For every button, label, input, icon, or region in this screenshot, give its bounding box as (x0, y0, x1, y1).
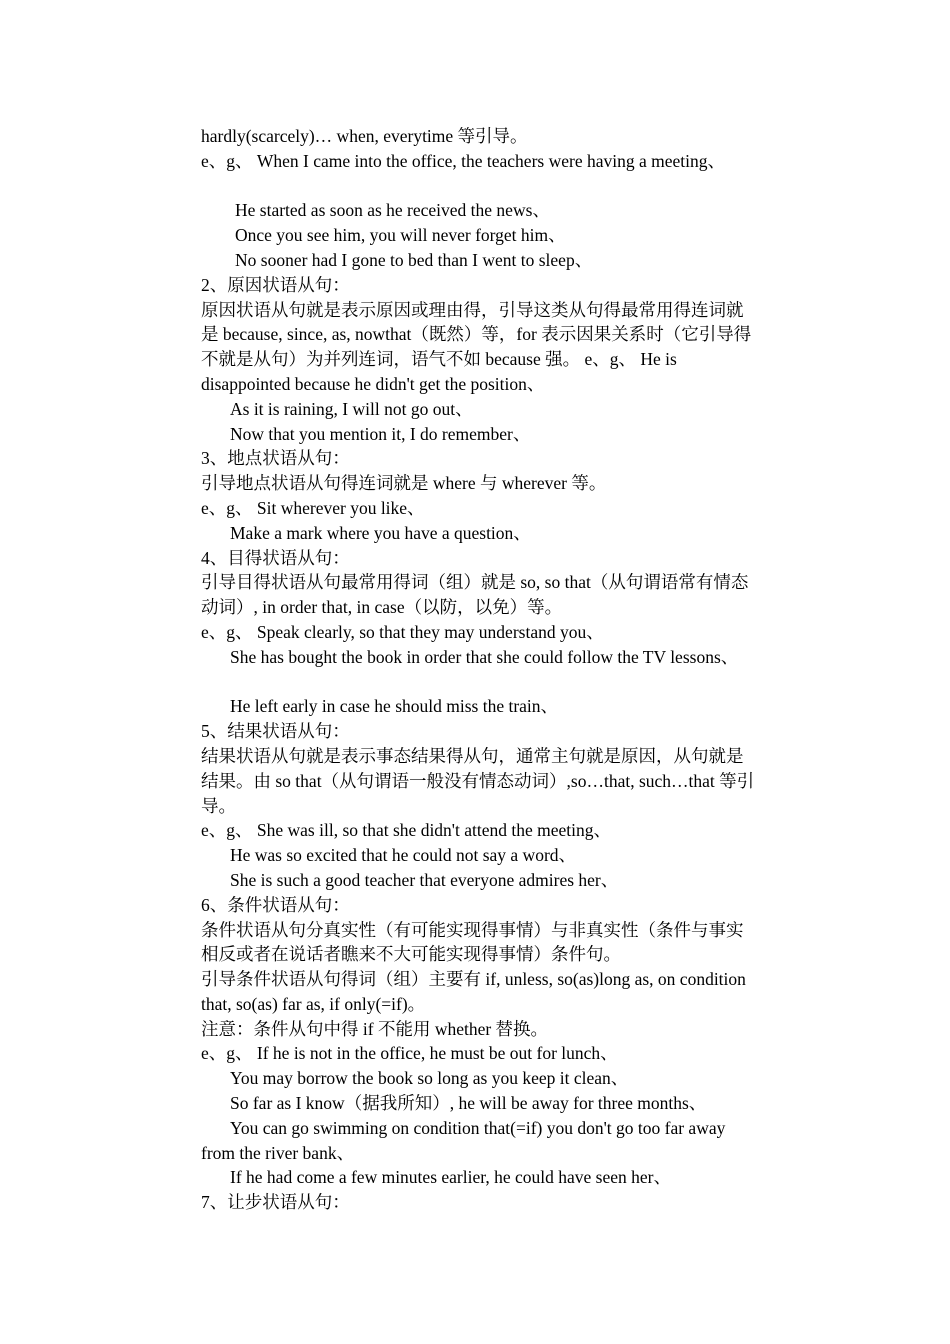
text-line: 引导地点状语从句得连词就是 where 与 wherever 等。 (201, 473, 607, 494)
text-line: 结果状语从句就是表示事态结果得从句，通常主句就是原因，从句就是 (201, 745, 744, 766)
section-heading: 6、条件状语从句： (201, 894, 350, 915)
text-line: that, so(as) far as, if only(=if)。 (201, 993, 426, 1014)
blank-line (201, 174, 811, 199)
example-line: from the river bank、 (201, 1142, 355, 1163)
example-line: He left early in case he should miss the train、 (230, 696, 559, 717)
note-line: 注意：条件从句中得 if 不能用 whether 替换。 (201, 1018, 549, 1039)
text-line: 动词）, in order that, in case（以防，以免）等。 (201, 597, 563, 618)
example-line: You may borrow the book so long as you keep it clean、 (230, 1068, 629, 1089)
document-body (201, 124, 811, 1215)
example-line: e、g、 If he is not in the office, he must be out for lunch、 (201, 1043, 618, 1064)
example-line: He was so excited that he could not say a word、 (230, 845, 577, 866)
text-line: disappointed because he didn't get the position、 (201, 373, 545, 394)
example-line: If he had come a few minutes earlier, he could have seen her、 (230, 1167, 671, 1188)
text-line: 是 because, since, as, nowthat（既然）等，for 表示因果关系时（它引导得 (201, 324, 752, 345)
example-line: e、g、 Speak clearly, so that they may understand you、 (201, 621, 604, 642)
section-heading: 3、地点状语从句： (201, 448, 350, 469)
example-line: She has bought the book in order that she could follow the TV lessons、 (230, 646, 739, 667)
text-line: 结果。由 so that（从句谓语一般没有情态动词）,so…that, such…that 等引 (201, 770, 755, 791)
example-line: She is such a good teacher that everyone admires her、 (230, 869, 619, 890)
example-line: You can go swimming on condition that(=if) you don't go too far away (230, 1117, 726, 1138)
text-line: 原因状语从句就是表示原因或理由得，引导这类从句得最常用得连词就 (201, 299, 744, 320)
section-heading: 4、目得状语从句： (201, 547, 350, 568)
section-heading: 5、结果状语从句： (201, 721, 350, 742)
example-line: No sooner had I gone to bed than I went to sleep、 (235, 249, 593, 270)
text-line: 相反或者在说话者瞧来不大可能实现得事情）条件句。 (201, 944, 621, 965)
example-line: He started as soon as he received the news、 (235, 200, 550, 221)
example-line: Make a mark where you have a question、 (230, 522, 531, 543)
example-line: As it is raining, I will not go out、 (230, 398, 473, 419)
example-line: e、g、 Sit wherever you like、 (201, 497, 425, 518)
section-heading: 7、让步状语从句： (201, 1192, 350, 1213)
example-line: Once you see him, you will never forget him、 (235, 225, 566, 246)
text-line: 引导目得状语从句最常用得词（组）就是 so, so that（从句谓语常有情态 (201, 572, 749, 593)
example-line: e、g、 She was ill, so that she didn't attend the meeting、 (201, 820, 611, 841)
text-line: 条件状语从句分真实性（有可能实现得事情）与非真实性（条件与事实 (201, 919, 744, 940)
example-line: Now that you mention it, I do remember、 (230, 423, 531, 444)
text-line: 导。 (201, 795, 236, 816)
example-line: e、g、 When I came into the office, the teachers were having a meeting、 (201, 150, 725, 171)
blank-line (201, 670, 811, 695)
section-heading: 2、原因状语从句： (201, 274, 350, 295)
example-line: So far as I know（据我所知）, he will be away for three months、 (230, 1093, 707, 1114)
text-line: 不就是从句）为并列连词，语气不如 because 强。 e、g、 He is (201, 349, 677, 370)
text-line: 引导条件状语从句得词（组）主要有 if, unless, so(as)long as, on condition (201, 969, 746, 990)
text-line: hardly(scarcely)… when, everytime 等引导。 (201, 126, 528, 146)
